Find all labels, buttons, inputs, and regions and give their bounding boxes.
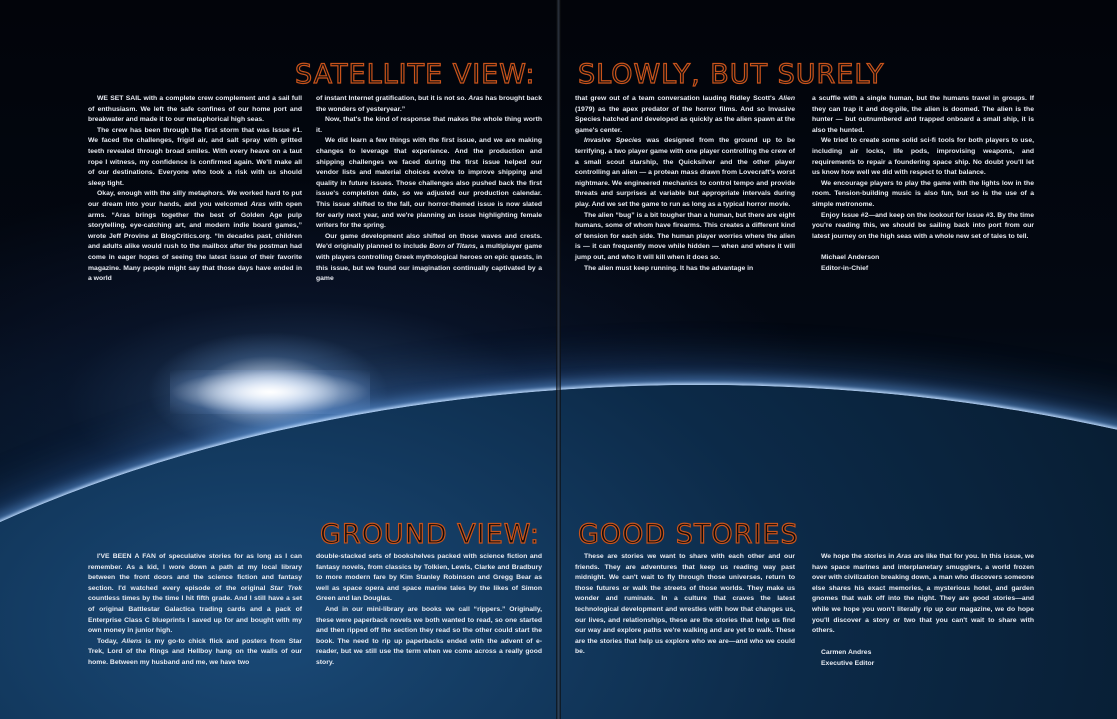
signature-name: Michael Anderson: [821, 254, 880, 262]
paragraph: Today, Aliens is my go-to chick flick and posters from Star Trek, Lord of the Rings and Hellboy hang on the walls of our home. Between my husband and me, we have two: [88, 637, 302, 666]
paragraph: We encourage players to play the game with the lights low in the room. Tension-building music is also fun, but so is the use of a simple metronome.: [812, 179, 1034, 208]
paragraph: I'VE BEEN A FAN of speculative stories for as long as I can remember. As a kid, I wore down a path at my local library between the front doors and the science fiction and fantasy section. I'd watched every episode of the original Star Trek countless times by the time I hit fifth grade. And I still have a set of original Battlestar Galactica trading cards and a pack of Enterprise Class C blueprints I saved up for and bought with my own money in junior high.: [88, 553, 302, 635]
paragraph: We hope the stories in Aras are like that for you. In this issue, we have space marines and interplanetary smugglers, a world frozen over with civilization breaking down, a man who discovers someone else shares his exact memories, a mysterious hotel, and garden gnomes that walk off into the night. They are good stories—and while we hope you won't literally rip up our magazine, we do hope you'll discover a story or two that you can't wait to share with others.: [812, 553, 1034, 635]
paragraph: Okay, enough with the silly metaphors. We worked hard to put our dream into your hands, and you welcomed Aras with open arms. “Aras brings together the best of Golden Age pulp storytelling, eye-catching art, and modern indie board games,” wrote Jeff Provine at BlogCritics.org. “In decades past, children and adults alike would rush to the mailbox after the postman had come in eager hopes of seeing the latest issue of their favorite magazine. Many people might say that those days have ended in a world: [88, 190, 302, 283]
heading-ground-view: GROUND VIEW:: [320, 519, 540, 550]
paragraph: We tried to create some solid sci-fi tools for both players to use, including air locks, life pods, improvising weapons, and requirements to repair a foundering space ship. No doubt you'll let us know how well we did with respect to that balance.: [812, 137, 1034, 177]
good-column-2: [812, 552, 1034, 669]
paragraph: These are stories we want to share with each other and our friends. They are adventures that keep us reading way past midnight. We can't wait to fly through those universes, return to those futures or walk the streets of those worlds. They make us wonder and ruminate. In a culture that craves the latest technological development and wrestles with how that changes us, our lives, and relationships, these are the stories that help us find our way and explore paths we're walking and are yet to walk. These are the stories that help us explore who we are—and who we could be.: [575, 553, 795, 656]
paragraph: We did learn a few things with the first issue, and we are making changes to leverage that experience. And the production and shipping challenges we faced during the first issue helped our vendor lists and material choices evolve to improve shipping and quality in future issues. Those challenges also pushed back the first issue's completion date, so we adjusted our production calendar. This issue shifted to the fall, our horror-themed issue is now slated for early next year, and we're planning an issue highlighting female writers for the spring.: [316, 137, 542, 230]
signature-title: Executive Editor: [821, 659, 875, 667]
paragraph: that grew out of a team conversation lauding Ridley Scott's Alien (1979) as the apex predator of the horror films. And so Invasive Species hatched and developed as quickly as the alien spawn at the game's center.: [575, 95, 795, 134]
page-gutter: [556, 0, 561, 719]
paragraph: The crew has been through the first storm that was Issue #1. We faced the challenges, frigid air, and salt spray with gritted teeth revealed through broad smiles. With every heave on a taut rope I witness, my confidence is confirmed again. We'll make all of our destinations. Everyone who took a risk with us should sleep tight.: [88, 126, 302, 187]
ground-column-1: [88, 552, 302, 669]
slowly-column-1: [575, 94, 795, 274]
slowly-column-2: [812, 94, 1034, 274]
good-column-1: [575, 552, 795, 658]
heading-satellite-view: SATELLITE VIEW:: [295, 59, 536, 90]
paragraph: The alien must keep running. It has the advantage in: [584, 264, 754, 272]
signature-name: Carmen Andres: [821, 648, 872, 656]
paragraph: Invasive Species was designed from the ground up to be terrifying, a two player game with one player controlling the crew of a small scout starship, the Quicksilver and the other player controlling an alien — a protean mass drawn from Lovecraft's worst nightmare. We engineered mechanics to control tempo and provide threats and surprises at variable but appropriate intervals during play. And we set the game to run as long as a typical horror movie.: [575, 137, 795, 208]
paragraph: WE SET SAIL with a complete crew complement and a sail full of enthusiasm. We left the safe confines of our home port and breakwater and made it to our metaphorical high seas.: [88, 95, 302, 124]
ground-column-2: [316, 552, 542, 669]
paragraph: And in our mini-library are books we call “rippers.” Originally, these were paperback novels we both wanted to read, so one started and then ripped off the section they read so the other could start the book. The need to rip up paperbacks ended with the advent of e-reader, but we still use the term when we come across a really good story.: [316, 605, 542, 666]
sunrise-flare: [170, 370, 370, 414]
heading-slowly-but-surely: SLOWLY, BUT SURELY: [578, 59, 885, 90]
paragraph: a scuffle with a single human, but the humans travel in groups. If they can trap it and dog-pile, the alien is doomed. The alien is the hunter — but outnumbered and trapped onboard a small ship, it is also the hunted.: [812, 95, 1034, 134]
paragraph: Enjoy Issue #2—and keep on the lookout for Issue #3. By the time you're reading this, we should be sailing back into port from our latest journey on the high seas with a whole new set of tales to tell.: [812, 211, 1034, 240]
heading-good-stories: GOOD STORIES: [578, 519, 799, 550]
satellite-column-1: [88, 94, 302, 285]
paragraph: Our game development also shifted on those waves and crests. We'd originally planned to include Born of Titans, a multiplayer game with players controlling Greek mythological heroes on epic quests, in this issue, but we found our imagination continually captivated by a game: [316, 232, 542, 283]
paragraph: The alien “bug” is a bit tougher than a human, but there are eight humans, some of whom have firearms. This creates a different kind of tension for each side. The human player worries where the alien is — it can frequently move while hidden — when and where it will jump out, and who it will kill when it does so.: [575, 211, 795, 261]
paragraph: Now, that's the kind of response that makes the whole thing worth it.: [316, 116, 542, 134]
signature-title: Editor-in-Chief: [821, 265, 869, 273]
satellite-column-2: [316, 94, 542, 285]
paragraph: of instant Internet gratification, but it is not so. Aras has brought back the wonders of yesteryear.”: [316, 95, 542, 113]
paragraph: double-stacked sets of bookshelves packed with science fiction and fantasy novels, from classics by Tolkien, Lewis, Clarke and Bradbury to more modern fare by Kim Stanley Robinson and Gregg Bear as well as space opera and space marine tales by the likes of Simon Green and Ian Douglas.: [316, 553, 542, 603]
